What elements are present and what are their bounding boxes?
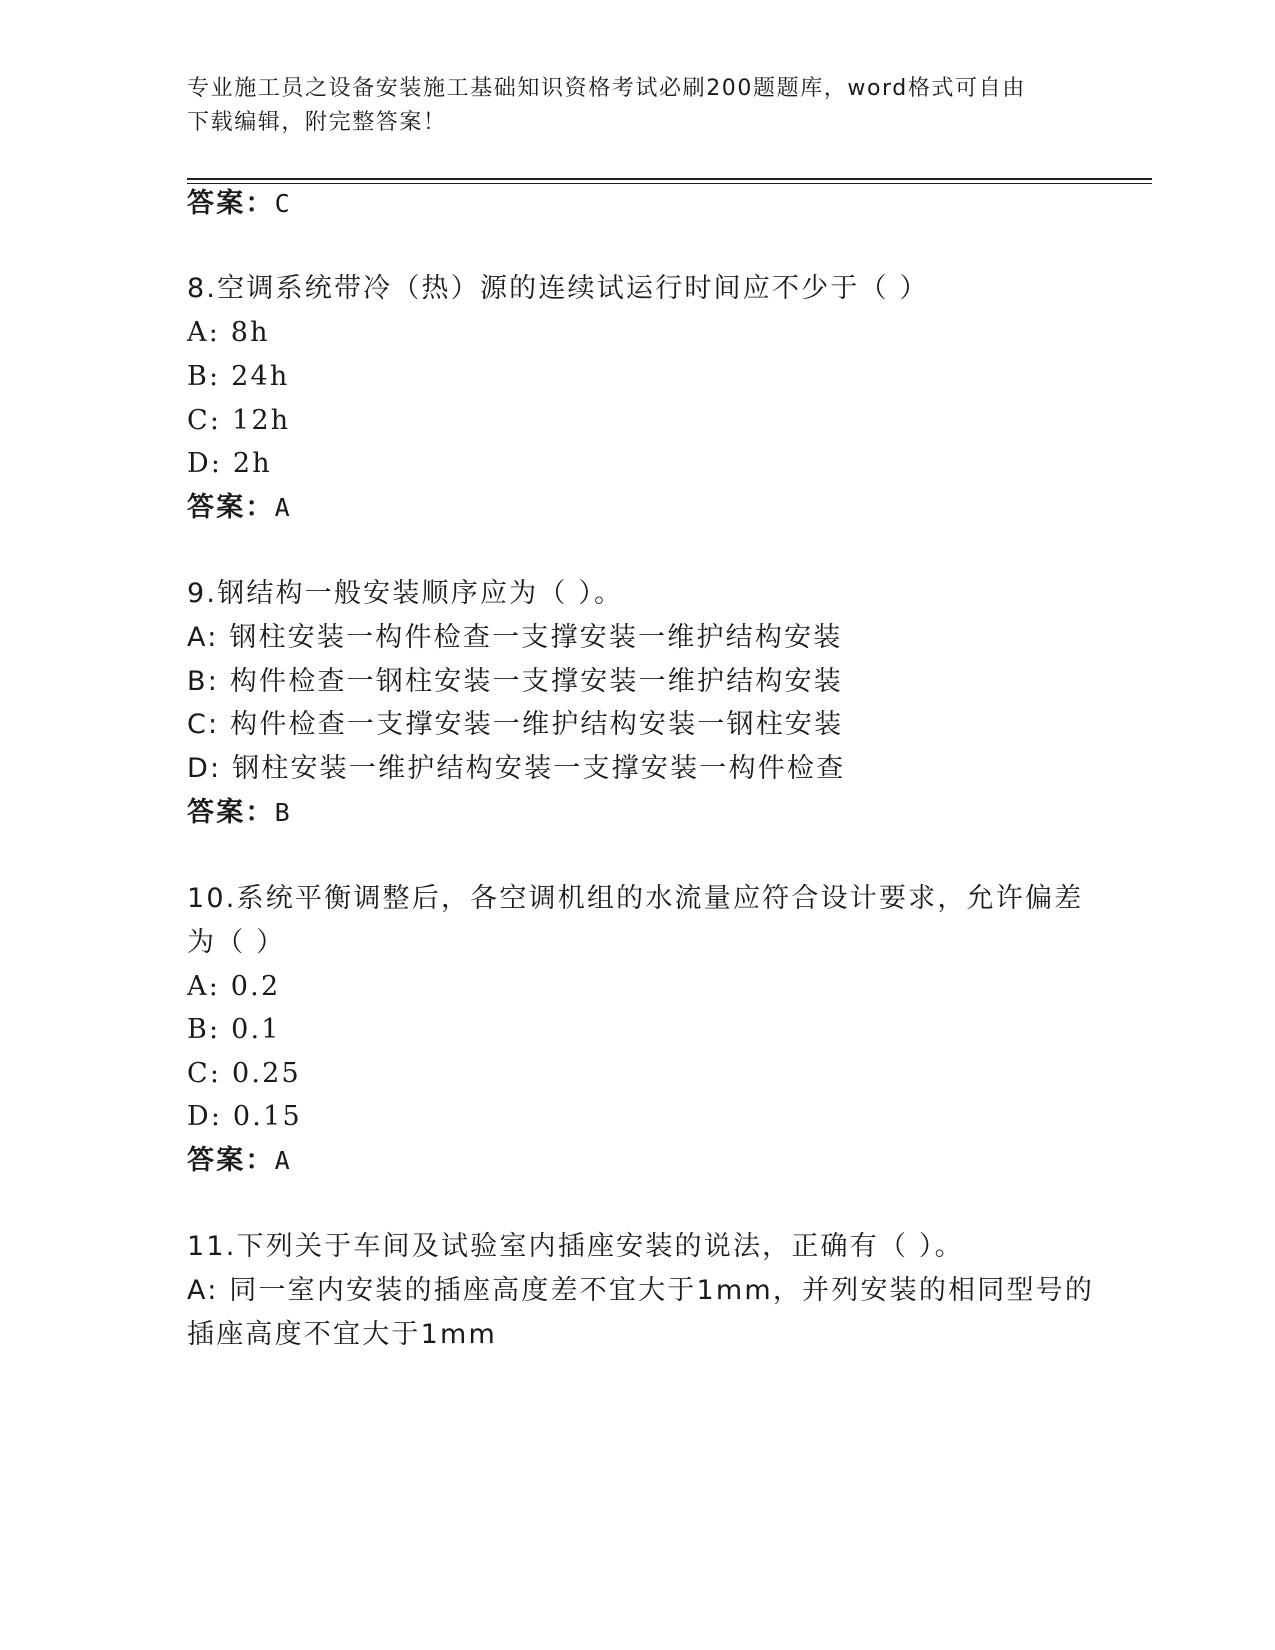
answer-label: 答案： bbox=[187, 492, 275, 523]
q10-option-d: D: 0.15 bbox=[187, 1101, 302, 1132]
q11-option-a-line-1: A: 同一室内安装的插座高度差不宜大于1mm，并列安装的相同型号的 bbox=[187, 1275, 1095, 1306]
q9-option-c: C: 构件检查一支撑安装一维护结构安装一钢柱安装 bbox=[187, 709, 844, 740]
q10-question-line-2: 为（ ） bbox=[187, 927, 286, 958]
q9-option-d: D: 钢柱安装一维护结构安装一支撑安装一构件检查 bbox=[187, 753, 846, 784]
q9-answer bbox=[187, 795, 292, 831]
q8-option-a: A: 8h bbox=[187, 317, 270, 348]
q10-answer bbox=[187, 1143, 292, 1179]
header-divider-thin bbox=[187, 183, 1152, 184]
answer-value: A bbox=[274, 1146, 292, 1175]
document-header bbox=[187, 72, 1067, 140]
q8-option-b: B: 24h bbox=[187, 361, 290, 392]
answer-value: C bbox=[274, 189, 292, 218]
q11-question: 11.下列关于车间及试验室内插座安装的说法，正确有（ ）。 bbox=[187, 1231, 964, 1262]
q10-option-b: B: 0.1 bbox=[187, 1014, 281, 1045]
q10-option-c: C: 0.25 bbox=[187, 1058, 301, 1089]
answer-label: 答案： bbox=[187, 1145, 275, 1176]
q8-option-c: C: 12h bbox=[187, 405, 291, 436]
q9-option-b: B: 构件检查一钢柱安装一支撑安装一维护结构安装 bbox=[187, 666, 844, 697]
q8-question: 8.空调系统带冷（热）源的连续试运行时间应不少于（ ） bbox=[187, 273, 929, 304]
answer-value: A bbox=[274, 493, 292, 522]
q8-option-d: D: 2h bbox=[187, 448, 272, 479]
q10-question-line-1: 10.系统平衡调整后，各空调机组的水流量应符合设计要求，允许偏差 bbox=[187, 883, 1084, 914]
q9-option-a: A: 钢柱安装一构件检查一支撑安装一维护结构安装 bbox=[187, 622, 843, 653]
header-line-2: 下载编辑，附完整答案！ bbox=[187, 110, 447, 135]
q10-option-a: A: 0.2 bbox=[187, 971, 281, 1002]
answer-label: 答案： bbox=[187, 188, 275, 219]
prev-answer bbox=[187, 186, 292, 222]
answer-label: 答案： bbox=[187, 797, 275, 828]
answer-value: B bbox=[274, 798, 292, 827]
q8-answer bbox=[187, 490, 292, 526]
q11-option-a-line-2: 插座高度不宜大于1mm bbox=[187, 1319, 497, 1350]
q9-question: 9.钢结构一般安装顺序应为（ ）。 bbox=[187, 578, 624, 609]
header-line-1: 专业施工员之设备安装施工基础知识资格考试必刷200题题库，word格式可自由 bbox=[187, 76, 1026, 101]
header-divider-thick bbox=[187, 178, 1152, 180]
